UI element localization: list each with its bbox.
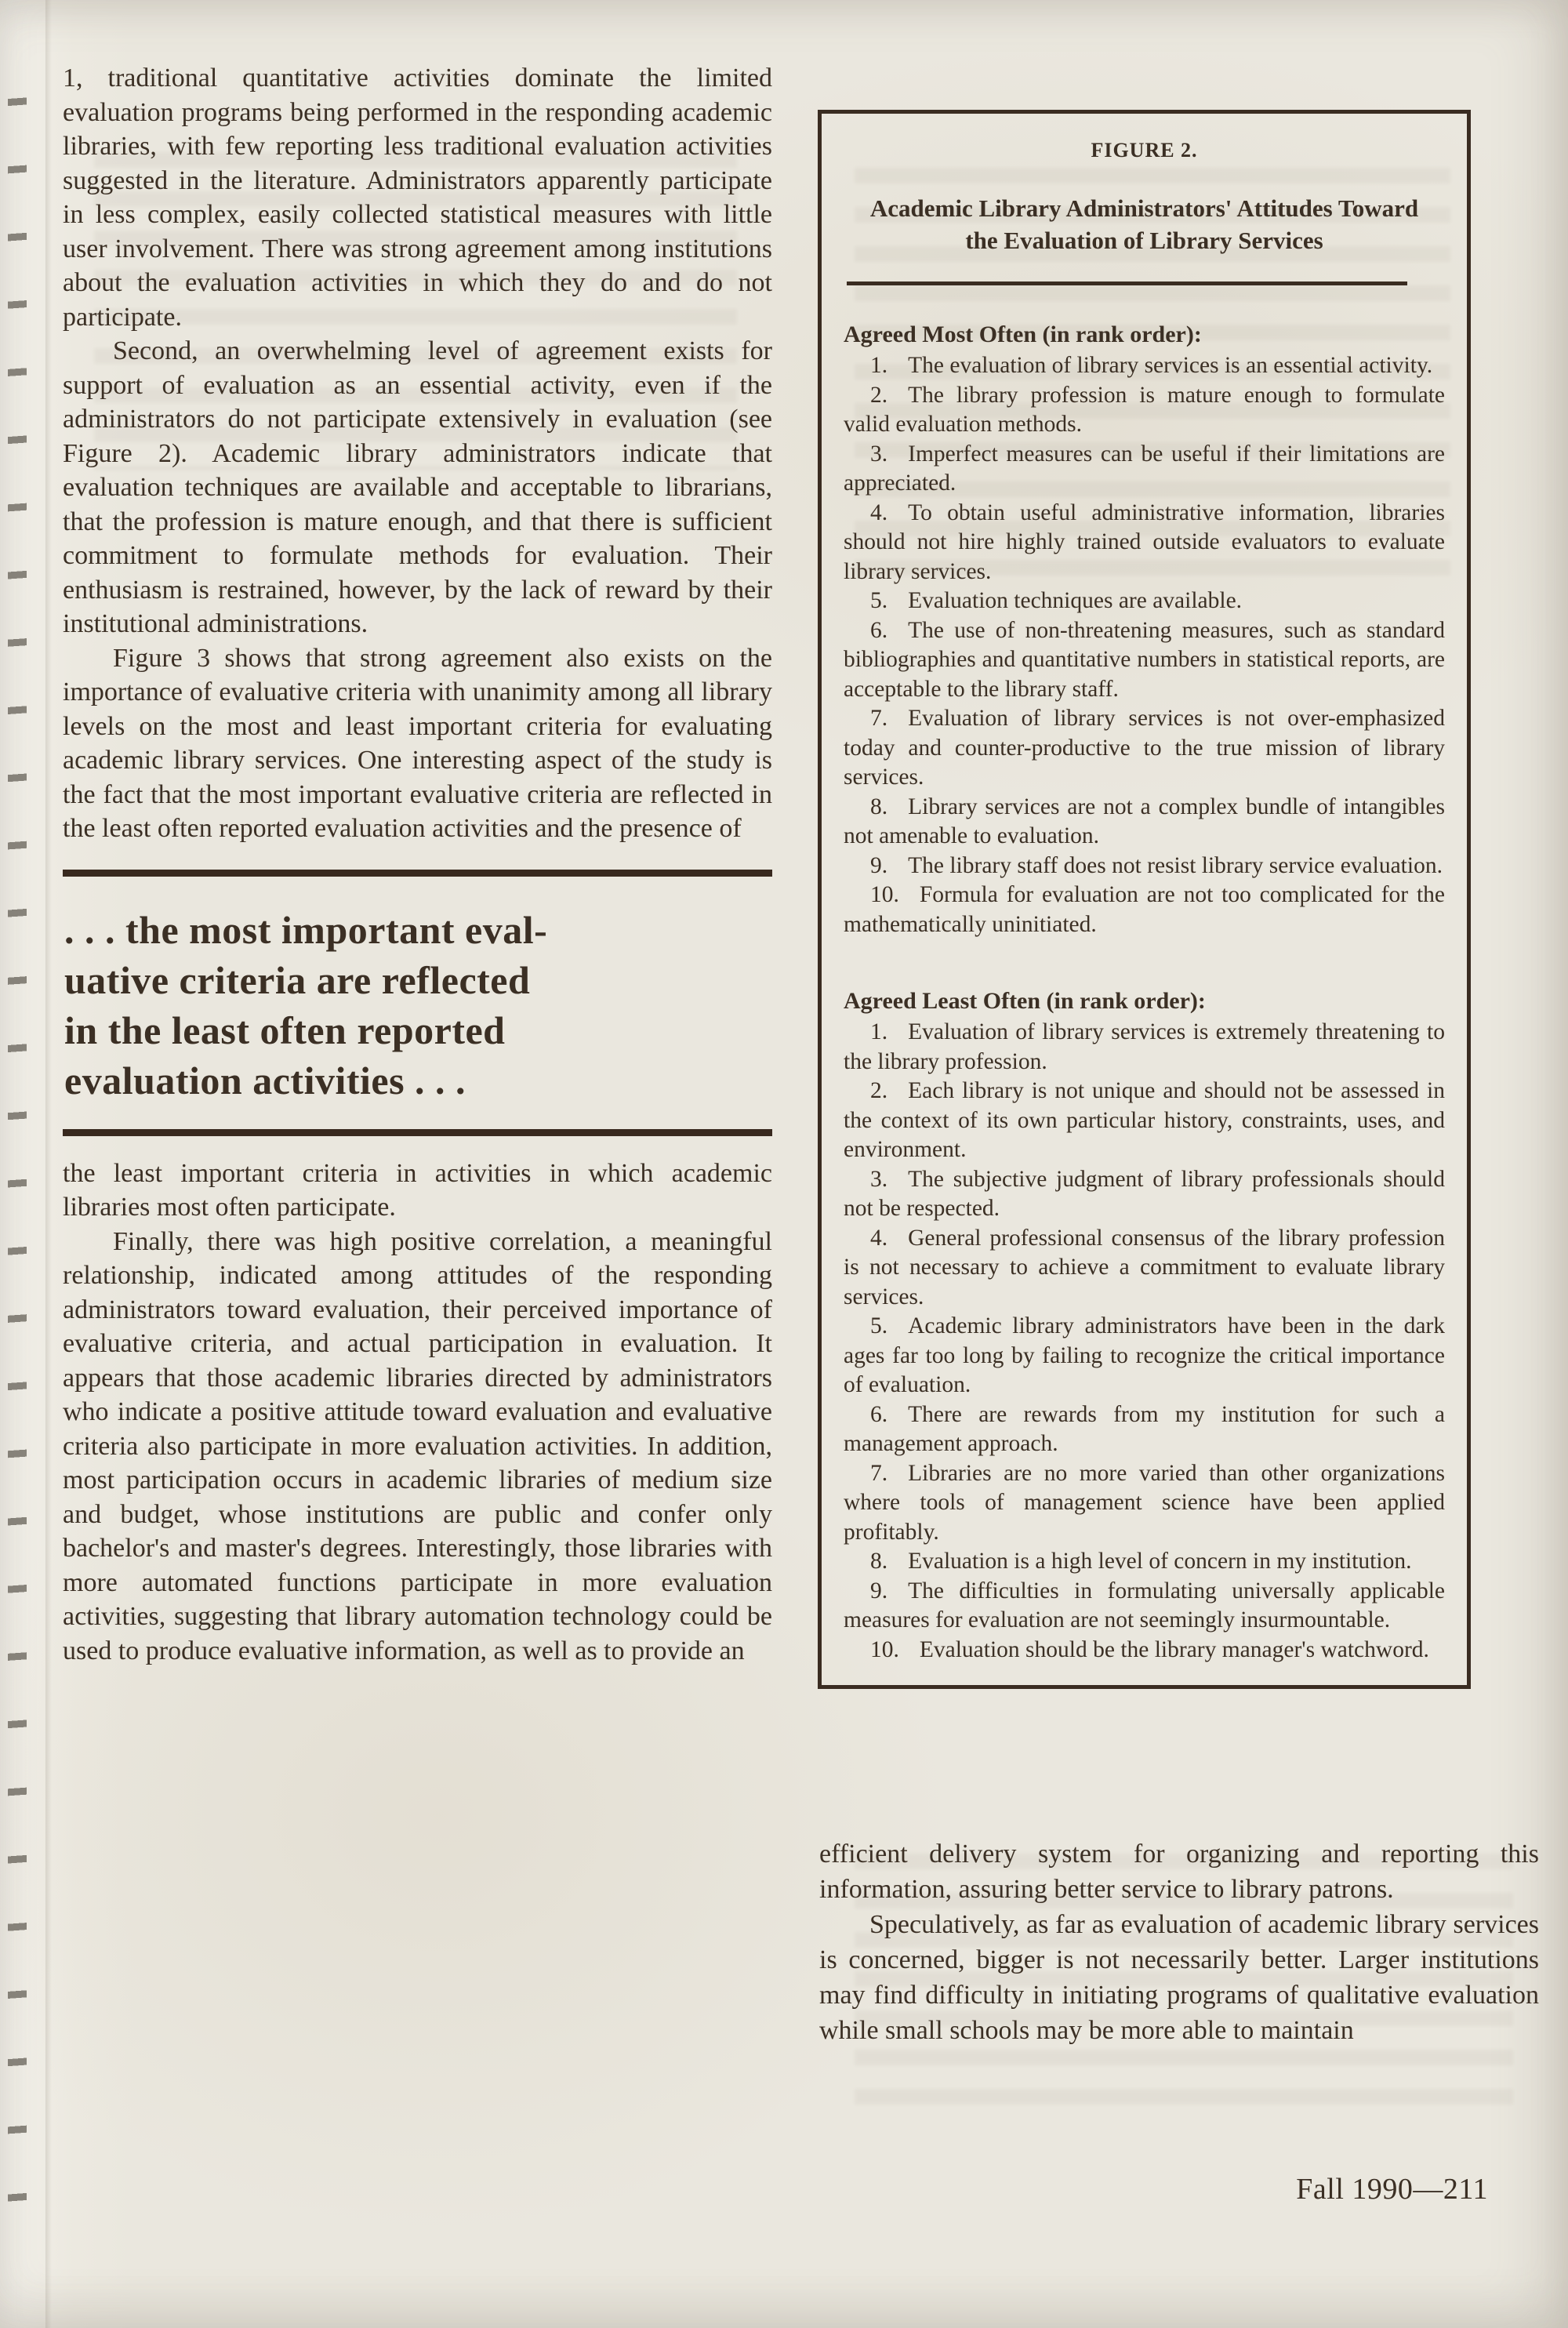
item-text: The evaluation of library services is an essential activity. (908, 353, 1433, 378)
section-heading: Agreed Least Often (in rank order): (844, 988, 1206, 1014)
figure-list-item (844, 616, 1445, 705)
binding-holes (8, 75, 27, 2239)
item-text: Library services are not a complex bundle of intangibles not amenable to evaluation. (844, 794, 1445, 848)
page-crease (45, 0, 52, 2328)
item-number: 4. (870, 499, 888, 525)
pull-quote-lines (64, 905, 769, 1106)
item-number: 5. (870, 1313, 888, 1338)
item-text: Evaluation of library services is extremely threatening to the library profession. (844, 1019, 1445, 1074)
figure-list-item (844, 704, 1445, 793)
figure-title: Academic Library Administrators' Attitudes Toward the Evaluation of Library Services (869, 194, 1419, 254)
body-paragraph: 1, traditional quantitative activities dominate the limited evaluation programs being performed in the responding academic libraries, with few reporting less traditional evaluation activities suggested in the literature. Administrators apparently participate in less complex, easily collected statistical measures with little user involvement. There was strong agreement among institutions about the evaluation activities in which they do and do not participate. (63, 64, 772, 332)
body-paragraph: Second, an overwhelming level of agreement exists for support of evaluation as an essential activity, even if the administrators do not participate extensively in evaluation (see Figure 2). Academic library administrators indicate that evaluation techniques are available and acceptable to librarians, that the profession is mature enough, and that there is sufficient commitment to formulate methods for evaluation. Their enthusiasm is restrained, however, by the lack of reward by their institutional administrations. (63, 336, 772, 638)
figure-list-item (844, 881, 1445, 939)
figure-title-divider (847, 281, 1407, 285)
item-number: 2. (870, 1078, 888, 1103)
figure-list-item (844, 1459, 1445, 1548)
item-number: 8. (870, 794, 888, 819)
figure-list-item (844, 1224, 1445, 1313)
paragraph-group-before-quote (63, 61, 772, 846)
item-number: 7. (870, 1460, 888, 1486)
item-text: General professional consensus of the library profession is not necessary to achieve a commitment to evaluate library services. (844, 1225, 1445, 1309)
item-number: 6. (870, 617, 888, 643)
item-number: 8. (870, 1549, 888, 1574)
figure-2-box (818, 110, 1471, 1689)
figure-list-item (844, 351, 1445, 381)
left-text-column (63, 61, 772, 1668)
figure-list-item (844, 1547, 1445, 1577)
spiral-binding (0, 0, 50, 2328)
body-paragraph: efficient delivery system for organizing and reporting this information, assuring better service to library patrons. (819, 1840, 1539, 1904)
item-text: The subjective judgment of library professionals should not be respected. (844, 1166, 1445, 1221)
item-text: Libraries are no more varied than other organizations where tools of management science have been applied profitably. (844, 1460, 1445, 1545)
figure-list-item (844, 499, 1445, 587)
figure-list-item (844, 1165, 1445, 1224)
pull-quote-line: in the least often reported (64, 1008, 506, 1052)
figure-list-item (844, 440, 1445, 499)
item-number: 3. (870, 1166, 888, 1192)
pull-quote-line: uative criteria are reflected (64, 957, 531, 1002)
figure-list-item (844, 381, 1445, 440)
item-text: To obtain useful administrative information, libraries should not hire highly trained outside evaluators to evaluate library services. (844, 499, 1445, 584)
agreed-most-often-list (844, 351, 1445, 939)
item-text: Evaluation should be the library manager's watchword. (919, 1636, 1429, 1662)
item-text: Academic library administrators have been in the dark ages far too long by failing to recognize the critical importance of evaluation. (844, 1313, 1445, 1397)
item-number: 9. (870, 1578, 888, 1603)
item-text: Evaluation of library services is not over-emphasized today and counter-productive to the true mission of library services. (844, 706, 1445, 790)
paragraph-group-right (819, 1836, 1539, 2048)
item-text: Imperfect measures can be useful if their limitations are appreciated. (844, 441, 1445, 496)
pull-quote (63, 870, 772, 1136)
item-number: 4. (870, 1225, 888, 1251)
figure-list-item (844, 1312, 1445, 1400)
body-paragraph: Figure 3 shows that strong agreement also exists on the importance of evaluative criteria with unanimity among all library levels on the most and least important criteria for evaluating academic library services. One interesting aspect of the study is the fact that the most important evaluative criteria are reflected in the least often reported evaluation activities and the presence of (63, 643, 772, 843)
pull-quote-line: evaluation activities . . . (64, 1058, 466, 1102)
item-text: The difficulties in formulating universally applicable measures for evaluation are not seemingly insurmountable. (844, 1578, 1445, 1633)
agreed-most-often-section (844, 321, 1445, 939)
page-number-footer: Fall 1990—211 (1296, 2173, 1488, 2206)
figure-list-item (844, 1018, 1445, 1077)
agreed-least-often-list (844, 1018, 1445, 1665)
item-text: The use of non-threatening measures, such as standard bibliographies and quantitative numbers in statistical reports, are acceptable to the library staff. (844, 617, 1445, 702)
figure-list-item (844, 1077, 1445, 1165)
body-paragraph: Speculatively, as far as evaluation of academic library services is concerned, bigger is not necessarily better. Larger institutions may find difficulty in initiating programs of qualitative evaluation while small schools may be more able to maintain (819, 1910, 1539, 2045)
item-number: 9. (870, 852, 888, 878)
item-text: The library profession is mature enough to formulate valid evaluation methods. (844, 382, 1445, 437)
item-text: Formula for evaluation are not too complicated for the mathematically uninitiated. (844, 882, 1445, 937)
item-number: 1. (870, 1019, 888, 1044)
item-number: 6. (870, 1401, 888, 1427)
item-number: 7. (870, 706, 888, 731)
body-paragraph: Finally, there was high positive correlation, a meaningful relationship, indicated among attitudes of the responding administrators toward evaluation, their perceived importance of evaluative criteria, and actual participation in evaluation. It appears that those academic libraries directed by administrators who indicate a positive attitude toward evaluation and evaluative criteria also participate in more evaluation activities. In addition, most participation occurs in academic libraries of medium size and budget, whose institutions are public and confer only bachelor's and master's degrees. Interestingly, those libraries with more automated functions participate in more evaluation activities, suggesting that library automation technology could be used to produce evaluative information, as well as to provide an (63, 1226, 772, 1665)
item-number: 10. (870, 882, 899, 907)
figure-list-item (844, 1400, 1445, 1459)
item-text: The library staff does not resist library service evaluation. (908, 852, 1443, 878)
body-paragraph: the least important criteria in activities in which academic libraries most often participate. (63, 1158, 772, 1222)
item-text: Evaluation techniques are available. (908, 588, 1243, 613)
right-text-column (819, 1836, 1539, 2048)
item-text: Evaluation is a high level of concern in my institution. (908, 1549, 1412, 1574)
agreed-least-often-section (844, 988, 1445, 1665)
paragraph-group-after-quote (63, 1157, 772, 1669)
item-number: 10. (870, 1636, 899, 1662)
figure-list-item (844, 1577, 1445, 1636)
item-number: 2. (870, 382, 888, 408)
item-text: Each library is not unique and should not be assessed in the context of its own particular history, constraints, uses, and environment. (844, 1078, 1445, 1162)
figure-list-item (844, 587, 1445, 616)
pull-quote-line: . . . the most important eval- (64, 907, 548, 952)
section-heading: Agreed Most Often (in rank order): (844, 321, 1202, 347)
figure-list-item (844, 852, 1445, 881)
figure-label: FIGURE 2. (1091, 139, 1198, 162)
figure-list-item (844, 1636, 1445, 1665)
item-text: There are rewards from my institution for such a management approach. (844, 1401, 1445, 1456)
figure-list-item (844, 793, 1445, 852)
item-number: 1. (870, 353, 888, 378)
item-number: 3. (870, 441, 888, 467)
item-number: 5. (870, 588, 888, 613)
